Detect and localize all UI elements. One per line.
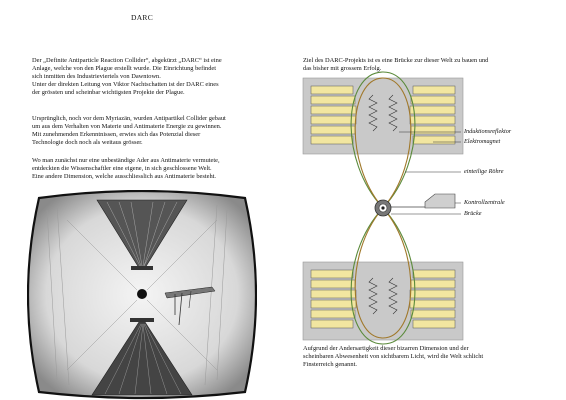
- discovery-paragraph: Wo man zunächst nur eine unbeständige Ader aus Antimaterie vermutete, entdeckten die Wissenschaftler eine eigene, in sich geschlossene Welt. Eine andere Dimension, welche ausschliesslich aus Antimaterie besteht.: [32, 157, 220, 181]
- label-bruecke: Brücke: [464, 210, 482, 217]
- label-elektromagnet: Elektromagnet: [464, 138, 501, 145]
- finsterreich-paragraph: Aufgrund der Andersartigkeit dieser bizarren Dimension und der scheinbaren Abwesenheit von sichtbarem Licht, wird die Welt schlicht Finsterreich genannt.: [303, 345, 484, 369]
- page-title: DARC: [131, 13, 154, 22]
- right-page: [283, 0, 566, 400]
- label-roehre: einteilige Röhre: [464, 168, 504, 175]
- control-center: [425, 194, 455, 208]
- collider-sketch: [27, 190, 257, 400]
- label-kontrollzentrale: Kontrollzentrale: [464, 199, 505, 206]
- darc-schematic: [283, 0, 566, 400]
- intro-paragraph: Der „Definite Antiparticle Reaction Collider“, abgekürzt „DARC“ ist eine Anlage, welche von den Plague erstellt wurde. Die Einrichtung befindet sich inmitten des Industrieviertels von Dawntown. Unter der direkten Leitung von Viktor Nachtschatten ist der DARC eines der grössten und scheinbar wichtigsten Projekte der Plague.: [32, 57, 222, 97]
- goal-paragraph: Ziel des DARC-Projekts ist es eine Brücke zur dieser Welt zu bauen und das bisher mit grossem Erfolg.: [303, 57, 489, 73]
- label-induktionsreflektor: Induktionsreflektor: [464, 128, 512, 135]
- history-paragraph: Ursprünglich, noch vor dem Myriazän, wurden Antipartikel Collider gebaut um aus dem Verhalten von Materie und Antimaterie Energie zu gewinnen. Mit zunehmenden Erkenntnissen, erwies sich das Potenzial dieser Technologie doch noch als weitaus grösser.: [32, 115, 226, 147]
